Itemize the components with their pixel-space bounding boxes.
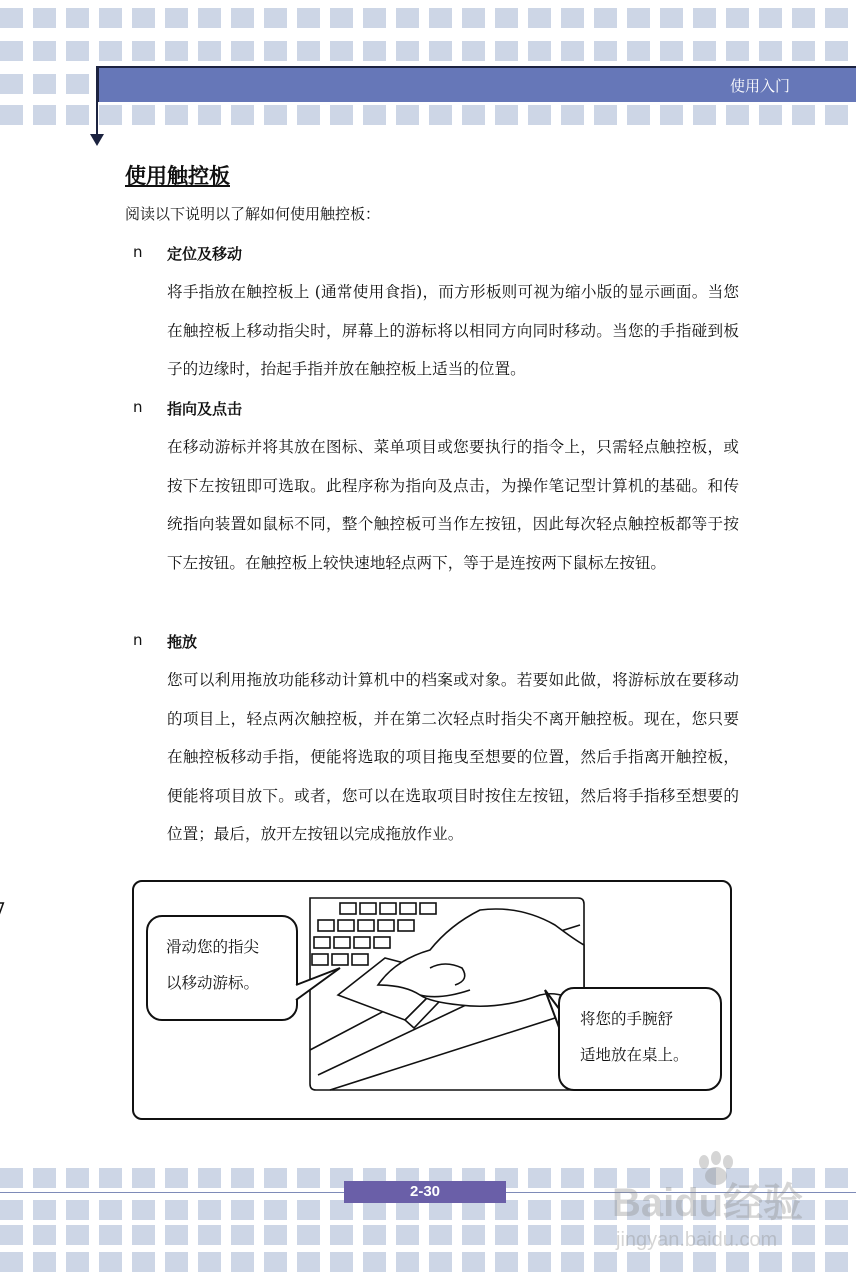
section-title: 拖放	[167, 633, 198, 651]
bullet: n	[133, 243, 143, 261]
baidu-watermark	[612, 1148, 812, 1258]
callout-line: 将您的手腕舒	[580, 1010, 674, 1028]
callout-line: 以移动游标。	[166, 974, 260, 992]
bullet: n	[133, 398, 143, 416]
page-title: 使用触控板	[125, 164, 230, 188]
bullet: n	[133, 631, 143, 649]
watermark-url: jingyan.baidu.com	[616, 1229, 778, 1251]
callout-line: 适地放在桌上。	[580, 1046, 689, 1064]
section-title: 指向及点击	[167, 400, 243, 418]
callout-left-pointer	[296, 968, 340, 1000]
intro-text: 阅读以下说明以了解如何使用触控板：	[125, 205, 381, 223]
callout-rest-wrist	[558, 987, 722, 1091]
section-body: 您可以利用拖放功能移动计算机中的档案或对象。若要如此做，将游标放在要移动的项目上，轻点两次触控板，并在第二次轻点时指尖不离开触控板。现在，您只要在触控板移动手指，便能将选取的项目拖曳至想要的位置，然后手指离开触控板，便能将项目放下。或者，您可以在选取项目时按住左按钮，然后将手指移至想要的位置；最后，放开左按钮以完成拖放作业。	[167, 671, 739, 843]
page-number: 2-30	[344, 1181, 506, 1203]
section-body: 在移动游标并将其放在图标、菜单项目或您要执行的指令上，只需轻点触控板，或按下左按钮即可选取。此程序称为指向及点击，为操作笔记型计算机的基础。和传统指向装置如鼠标不同，整个触控板可当作左按钮，因此每次轻点触控板都等于按下左按钮。在触控板上较快速地轻点两下，等于是连按两下鼠标左按钮。	[167, 438, 739, 572]
section-title: 定位及移动	[167, 245, 243, 263]
callout-line: 滑动您的指尖	[166, 938, 260, 956]
section-body: 将手指放在触控板上 (通常使用食指)，而方形板则可视为缩小版的显示画面。当您在触控板上移动指尖时，屏幕上的游标将以相同方向同时移动。当您的手指碰到板子的边缘时，抬起手指并放在触控板上适当的位置。	[167, 283, 739, 378]
watermark-brand: Baidu经验	[612, 1181, 804, 1225]
section-title: 使用入门	[729, 77, 790, 95]
